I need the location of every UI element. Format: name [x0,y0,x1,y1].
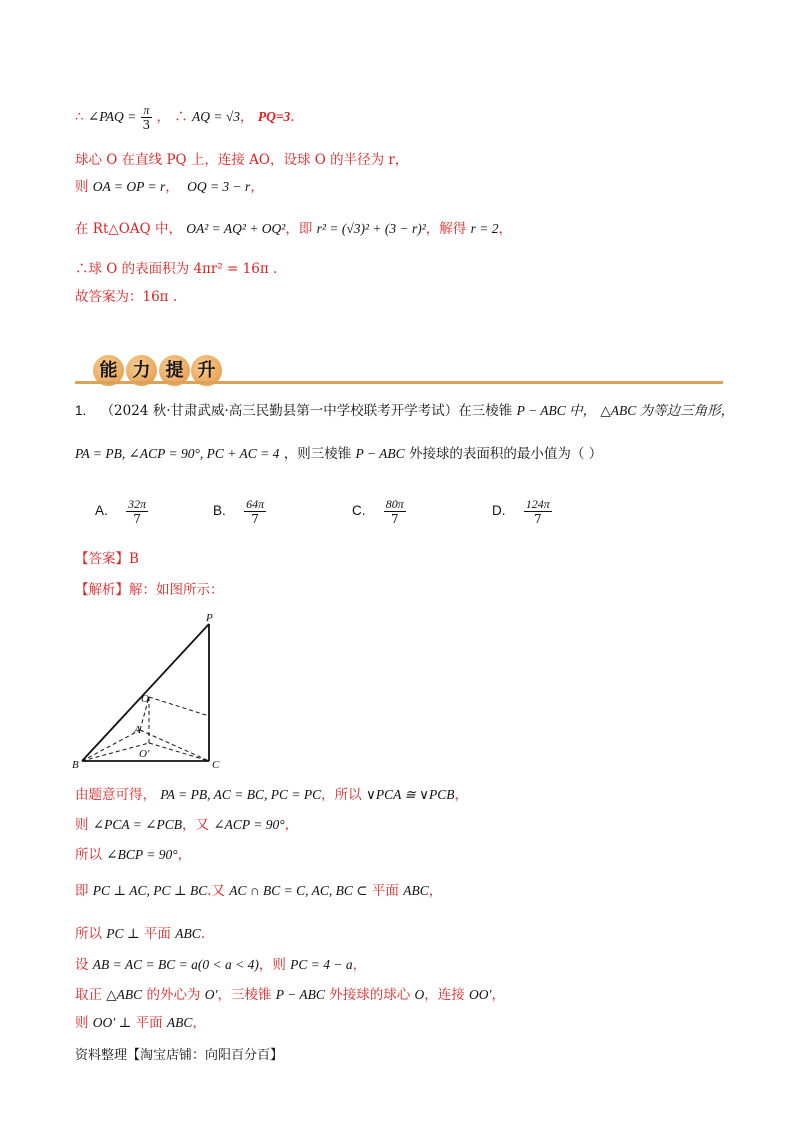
analysis-line-2: 则 ∠PCA = ∠PCB，又 ∠ACP = 90°， [75,817,299,833]
section-char-4: 升 [191,355,222,386]
line-surface-area: ∴球 O 的表面积为 4πr² = 16π . [75,261,278,277]
label-p: P [206,612,213,624]
label-c: C [212,759,220,771]
analysis-line-4: 即 PC ⊥ AC, PC ⊥ BC.又 AC ∩ BC = C, AC, BC ⊂ 平面 ABC， [75,883,443,899]
label-b: B [72,759,79,771]
section-char-2: 力 [126,355,157,386]
analysis-line-5: 所以 PC ⊥ 平面 ABC. [75,926,206,942]
question-line-1: 1. （2024 秋·甘肃武威·高三民勤县第一中学校联考开学考试）在三棱锥 P − ABC 中， △ABC 为等边三角形， [75,403,735,419]
section-char-3: 提 [159,355,190,386]
page-footer: 资料整理【淘宝店铺：向阳百分百】 [75,1048,284,1063]
analysis-line-7: 取正 △ABC 的外心为 O′，三棱锥 P − ABC 外接球的球心 O，连接 OO′， [75,987,505,1003]
line-sphere-center: 球心 O 在直线 PQ 上，连接 AO，设球 O 的半径为 r， [75,152,409,168]
section-underline [75,381,723,384]
line-answer-16pi: 故答案为：16π . [75,289,178,305]
answer-label: 【答案】B [75,551,139,567]
section-char-1: 能 [93,355,124,386]
fraction-pi-over-3: $\frac{\pi}{3}$ [142,103,151,132]
analysis-line-1: 由题意可得， PA = PB, AC = BC, PC = PC，所以 ∨PCA ≅ ∨PCB， [75,787,469,803]
label-a: A [134,724,141,736]
label-o: O [141,693,149,705]
analysis-line-3: 所以 ∠BCP = 90°， [75,847,192,863]
line-angle-paq: ∴ ∠PAQ = $\frac{\pi}{3}$ ， ∴ AQ = √3， PQ=3. [75,103,295,132]
question-line-2: PA = PB, ∠ACP = 90°, PC + AC = 4 ，则三棱锥 P − ABC 外接球的表面积的最小值为（ ） [75,446,603,462]
line-oa-op: 则 OA = OP = r， OQ = 3 − r， [75,179,264,195]
line-right-triangle: 在 Rt△OAQ 中， OA² = AQ² + OQ²，即 r² = (√3)² + (3 − r)²，解得 r = 2， [75,221,512,237]
analysis-intro: 【解析】解：如图所示： [75,582,224,598]
option-b[interactable]: B. $\frac{64\pi}{7}$ [213,497,265,526]
analysis-line-6: 设 AB = AC = BC = a(0 < a < 4)，则 PC = 4 − a， [75,957,367,973]
analysis-line-8: 则 OO′ ⊥ 平面 ABC， [75,1015,206,1031]
option-c[interactable]: C. $\frac{80\pi}{7}$ [352,497,404,526]
option-a[interactable]: A. $\frac{32\pi}{7}$ [95,497,147,526]
label-o-prime: O′ [139,748,150,760]
option-d[interactable]: D. $\frac{124\pi}{7}$ [492,497,550,526]
